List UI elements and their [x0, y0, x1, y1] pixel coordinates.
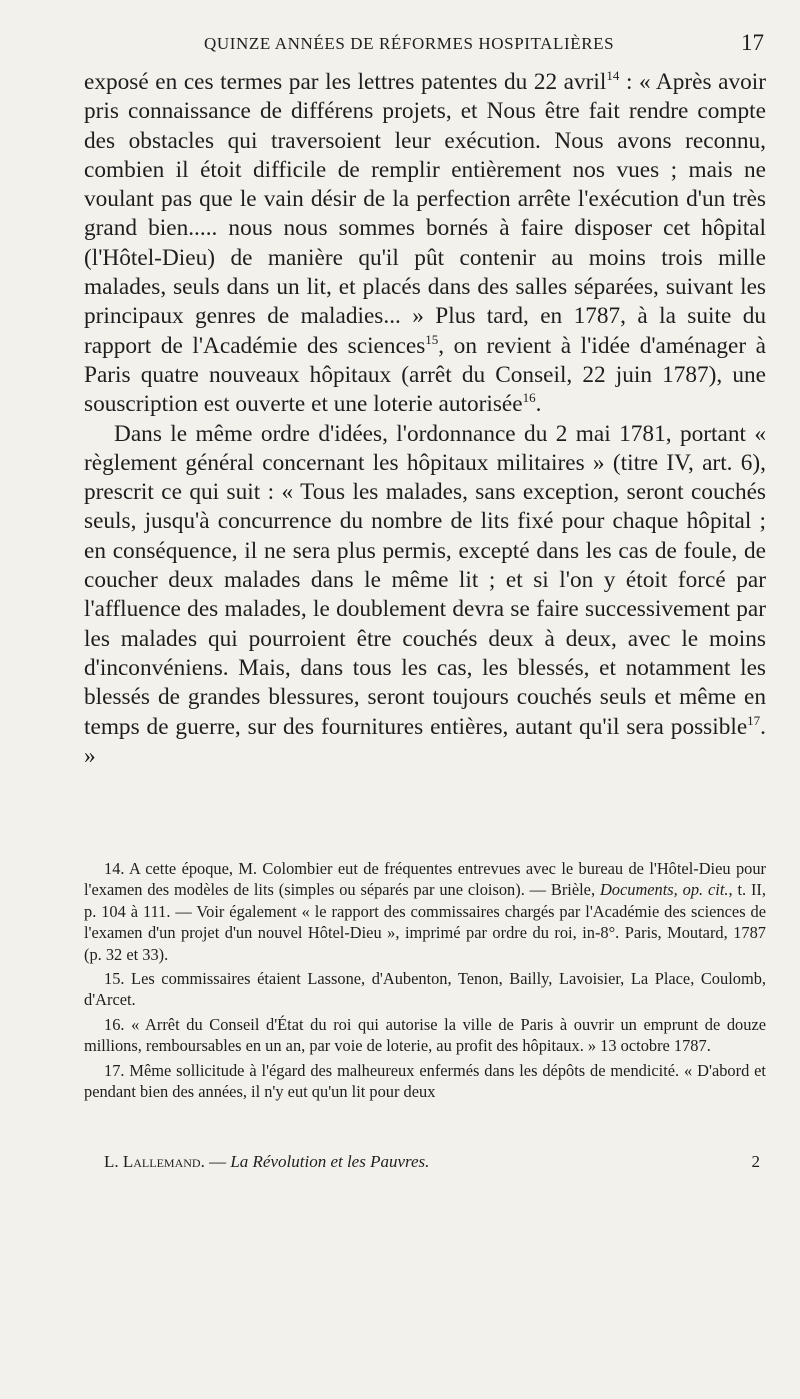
running-head	[84, 30, 766, 58]
footnote-14	[84, 858, 766, 965]
signature-number: 2	[751, 1152, 760, 1171]
paragraph-1-text-2: : « Après avoir pris connaissance de différens projets, et Nous être fait rendre compte des obstacles qui traversoient leur exécution. Nous avons reconnu, combien il étoit difficile de remplir entièrement nos vues ; mais ne voulant pas que le vain désir de la perfection arrête l'exécution d'un très grand bien..... nous nous sommes bornés à faire disposer cet hôpital (l'Hôtel-Dieu) de manière qu'il pût contenir au moins trois mille malades, seuls dans un lit, et placés dans des salles séparées, suivant les principaux genres de maladies... » Plus tard, en 1787, à la suite du rapport de l'Académie des sciences	[84, 69, 767, 359]
signature-line	[84, 1152, 766, 1176]
paragraph-2	[84, 420, 766, 772]
footnote-ref-15: 15	[425, 331, 439, 347]
footnote-ref-14: 14	[606, 68, 620, 83]
footnote-14-text-c: , t. II, p. 104 à 111. — Voir également « le rapport des commissaires chargés par l'Académie des sciences de l'examen d'un projet d'un nouvel Hôtel-Dieu », imprimé par ordre du roi, in-8°. Paris, Moutard, 1787 (p. 32 et 33).	[84, 880, 766, 964]
footnote-16: 16. « Arrêt du Conseil d'État du roi qui autorise la ville de Paris à ouvrir un emprunt de douze millions, remboursables en un an, par voie de loterie, au profit des hôpitaux. » 13 octobre 1787.	[84, 1014, 766, 1056]
paragraph-2-text-1: Dans le même ordre d'idées, l'ordonnance du 2 mai 1781, portant « règlement général concernant les hôpitaux militaires » (titre IV, art. 6), prescrit ce qui suit : « Tous les malades, sans exception, seront couchés seuls, jusqu'à concurrence du nombre de lits fixé pour chaque hôpital ; en conséquence, il ne sera plus permis, excepté dans les cas de foule, de coucher deux malades dans le même lit ; et si l'on y étoit forcé par l'affluence des malades, le doublement devra se faire successivement par les malades qui pourroient être couchés deux à deux, avec le moins d'inconvéniens. Mais, dans tous les cas, les blessés, et notamment les blessés de grandes blessures, seront toujours couchés seuls et même en temps de guerre, sur des fournitures entières, autant qu'il sera possible	[84, 420, 766, 740]
printer-signature	[104, 1152, 429, 1172]
footer-dash: —	[204, 1152, 231, 1171]
author-name: L. Lallemand.	[104, 1152, 205, 1171]
footnote-ref-16: 16	[522, 390, 536, 406]
page-number: 17	[741, 30, 764, 55]
paragraph-1	[84, 68, 766, 420]
paragraph-1-text-4: .	[535, 391, 542, 418]
running-title: QUINZE ANNÉES DE RÉFORMES HOSPITALIÈRES	[204, 34, 615, 53]
footnote-ref-17: 17	[747, 712, 761, 728]
footnotes	[84, 858, 766, 1105]
footnote-14-text-a: 14. A cette époque, M. Colombier eut de fréquentes entrevues avec le bureau de l'Hôtel-Dieu pour l'examen des modèles de lits (simples ou séparés par une cloison). — Brièle,	[84, 859, 766, 900]
paragraph-2-text-2: . »	[84, 713, 766, 769]
paragraph-1-text-1: exposé en ces termes par les lettres patentes du 22 avril	[84, 69, 607, 95]
work-title: La Révolution et les Pauvres.	[230, 1152, 430, 1171]
main-text	[84, 68, 766, 771]
paragraph-1-text-3: , on revient à l'idée d'aménager à Paris quatre nouveaux hôpitaux (arrêt du Conseil, 22 juin 1787), une souscription est ouverte et une loterie autorisée	[84, 332, 766, 418]
footnote-14-citation: Documents, op. cit.	[599, 880, 729, 900]
footnote-17: 17. Même sollicitude à l'égard des malheureux enfermés dans les dépôts de mendicité. « D'abord et pendant bien des années, il n'y eut qu'un lit pour deux	[84, 1060, 766, 1102]
footnote-15: 15. Les commissaires étaient Lassone, d'Aubenton, Tenon, Bailly, Lavoisier, La Place, Coulomb, d'Arcet.	[84, 969, 766, 1010]
